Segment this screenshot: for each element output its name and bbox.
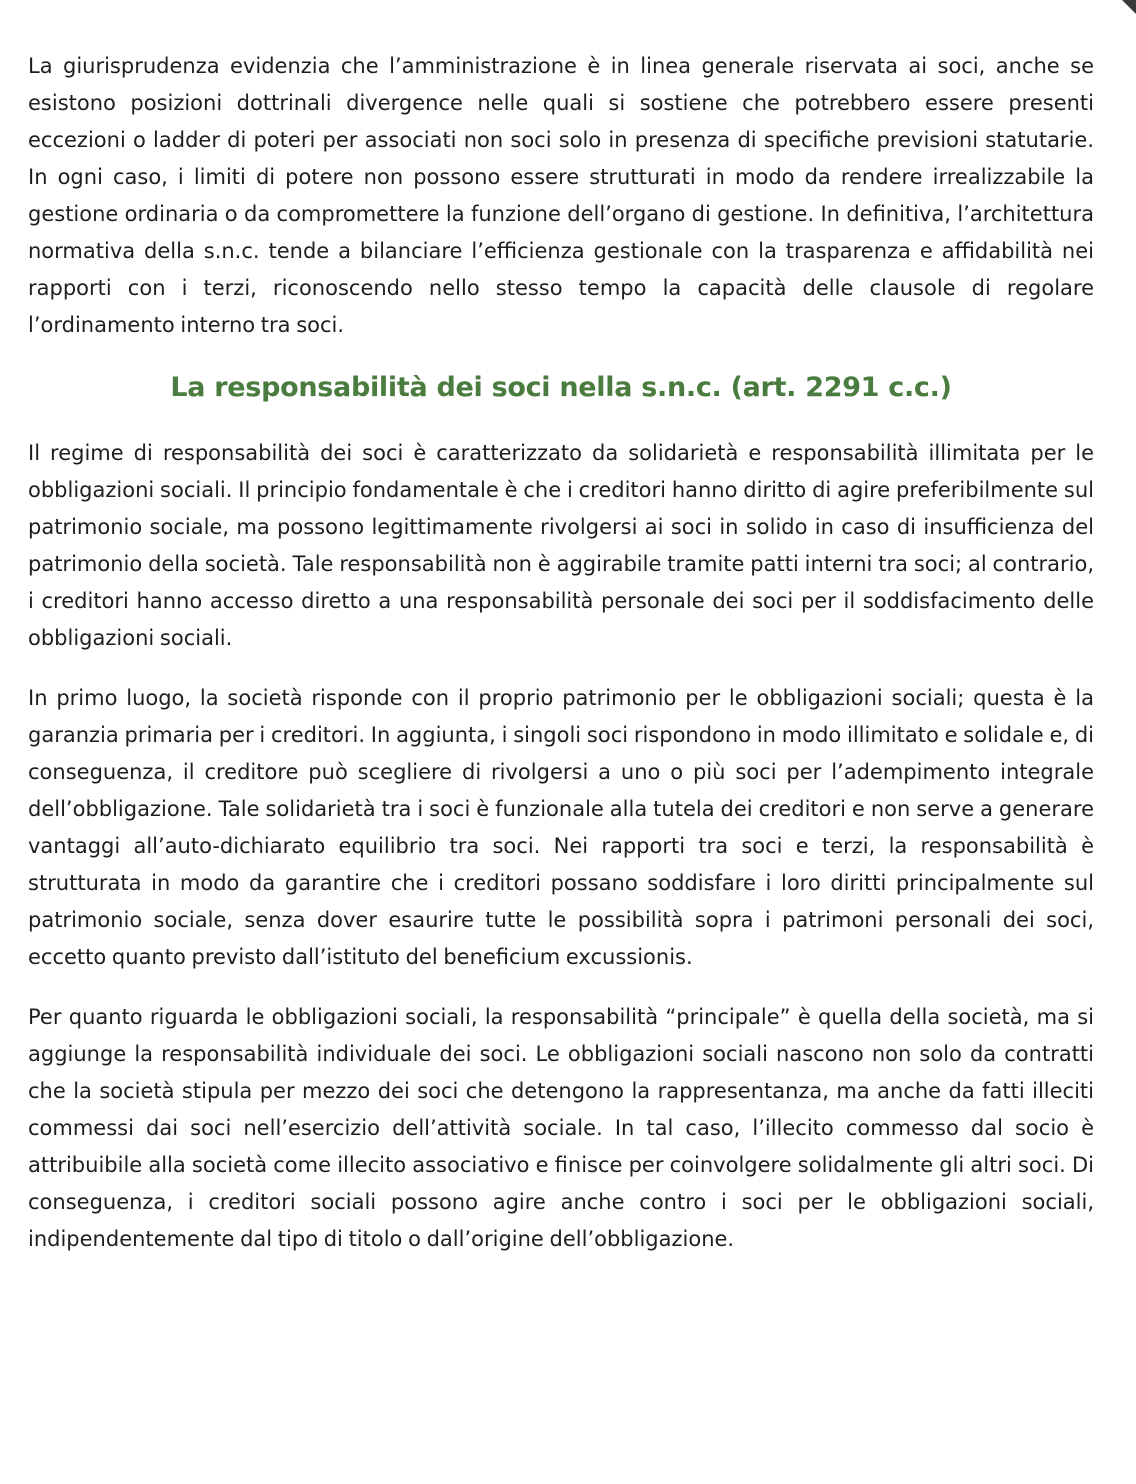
page-corner-fold [1122, 0, 1136, 14]
paragraph-responsibility-regime: Il regime di responsabilità dei soci è caratterizzato da solidarietà e responsabilità illimitata per le obbligazioni sociali. Il principio fondamentale è che i creditori hanno diritto di agire preferibilmente sul patrimonio sociale, ma possono legittimamente rivolgersi ai soci in solido in caso di insufficienza del patrimonio della società. Tale responsabilità non è aggirabile tramite patti interni tra soci; al contrario, i creditori hanno accesso diretto a una responsabilità personale dei soci per il soddisfacimento delle obbligazioni sociali. [28, 441, 1094, 650]
paragraph-primary-liability: In primo luogo, la società risponde con il proprio patrimonio per le obbligazioni sociali; questa è la garanzia primaria per i creditori. In aggiunta, i singoli soci rispondono in modo illimitato e solidale e, di conseguenza, il creditore può scegliere di rivolgersi a uno o più soci per l’adempimento integrale dell’obbligazione. Tale solidarietà tra i soci è funzionale alla tutela dei creditori e non serve a generare vantaggi all’auto-dichiarato equilibrio tra soci. Nei rapporti tra soci e terzi, la responsabilità è strutturata in modo da garantire che i creditori possano soddisfare i loro diritti principalmente sul patrimonio sociale, senza dover esaurire tutte le possibilità sopra i patrimoni personali dei soci, eccetto quanto previsto dall’istituto del beneficium excussionis. [28, 686, 1094, 969]
intro-paragraph: La giurisprudenza evidenzia che l’amministrazione è in linea generale riservata ai soci, anche se esistono posizioni dottrinali divergence nelle quali si sostiene che potrebbero essere presenti eccezioni o ladder di poteri per associati non soci solo in presenza di specifiche previsioni statutarie. In ogni caso, i limiti di potere non possono essere strutturati in modo da rendere irrealizzabile la gestione ordinaria o da compromettere la funzione dell’organo di gestione. In definitiva, l’architettura normativa della s.n.c. tende a bilanciare l’efficienza gestionale con la trasparenza e affidabilità nei rapporti con i terzi, riconoscendo nello stesso tempo la capacità delle clausole di regolare l’ordinamento interno tra soci. [28, 54, 1094, 337]
paragraph-social-obligations: Per quanto riguarda le obbligazioni sociali, la responsabilità “principale” è quella della società, ma si aggiunge la responsabilità individuale dei soci. Le obbligazioni sociali nascono non solo da contratti che la società stipula per mezzo dei soci che detengono la rappresentanza, ma anche da fatti illeciti commessi dai soci nell’esercizio dell’attività sociale. In tal caso, l’illecito commesso dal socio è attribuibile alla società come illecito associativo e finisce per coinvolgere solidalmente gli altri soci. Di conseguenza, i creditori sociali possono agire anche contro i soci per le obbligazioni sociali, indipendentemente dal tipo di titolo o dall’origine dell’obbligazione. [28, 1005, 1094, 1251]
section-heading: La responsabilità dei soci nella s.n.c. (art. 2291 c.c.) [170, 372, 952, 403]
article-body [28, 48, 1094, 1258]
